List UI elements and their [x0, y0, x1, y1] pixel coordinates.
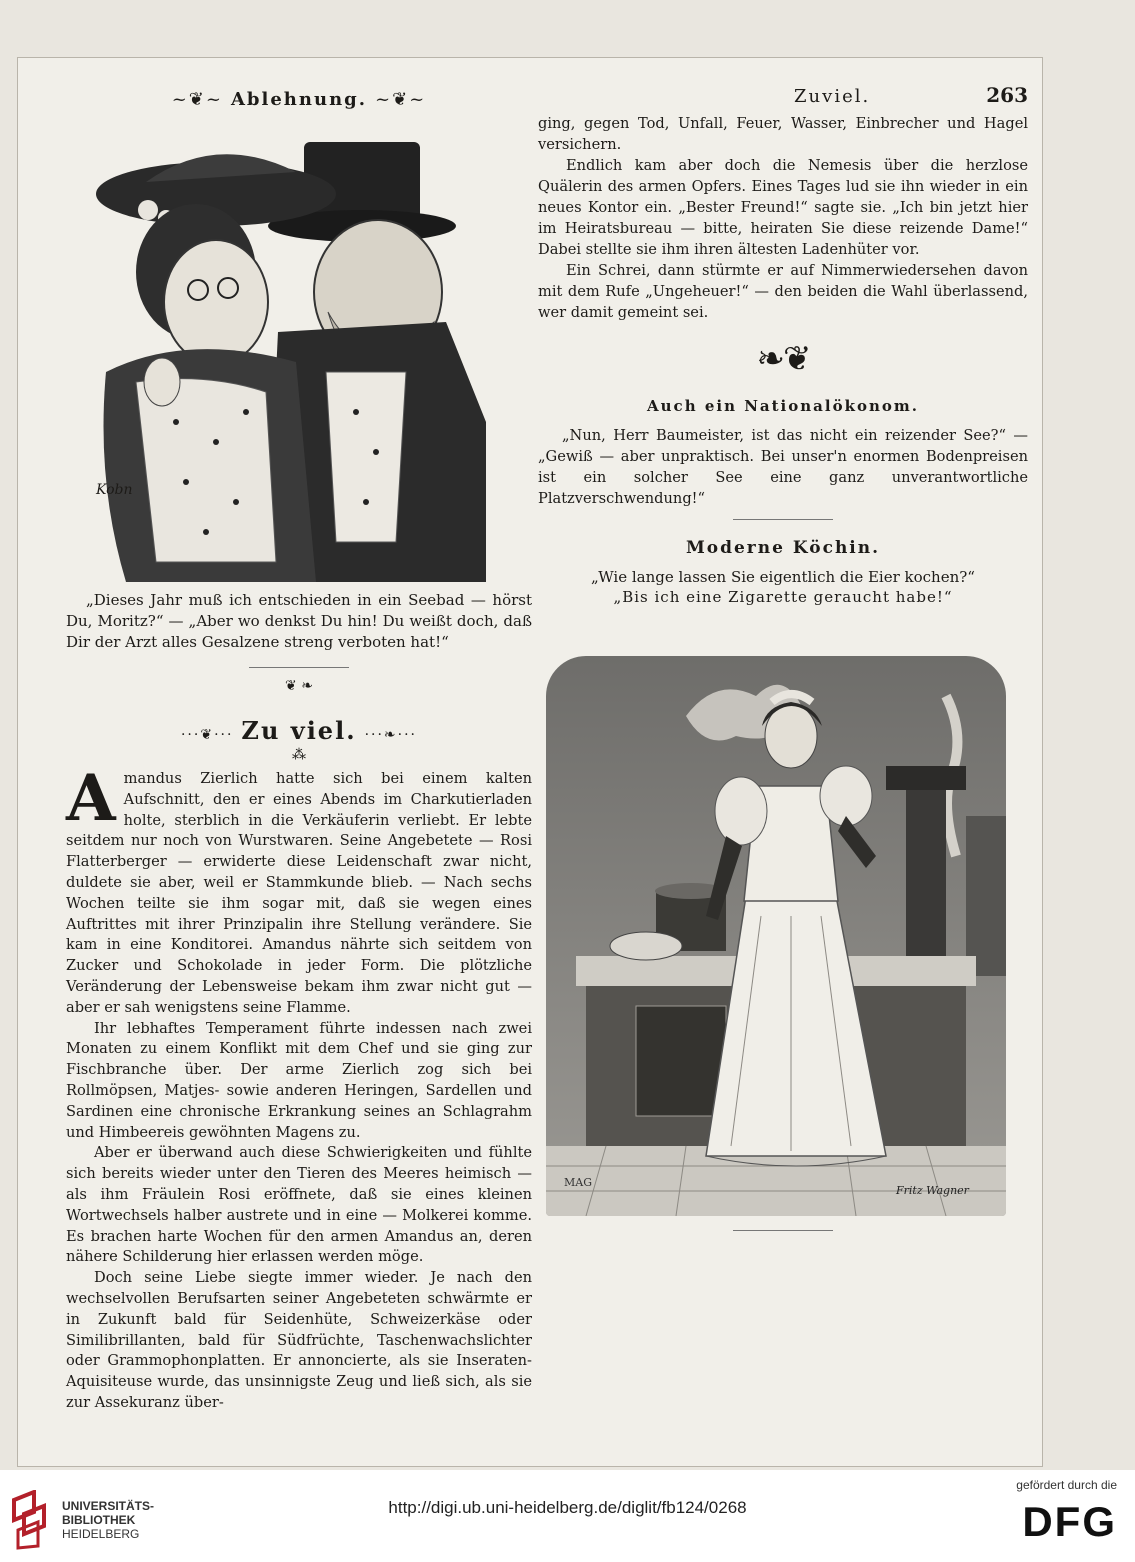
ablehnung-heading [66, 89, 532, 110]
divider-ornament-icon: ❦ ❧ [285, 678, 313, 694]
divider-line-2 [733, 519, 833, 520]
zuviel-paragraph-1-text: mandus Zierlich hatte sich bei einem kalten Aufschnitt, den er eines Abends im Charkutierladen holte, sterblich in die Verkäuferin verliebt. Er lebte seitdem nur noch von Wurstwaren. Seine Angebetete — Rosi Flatterberger — erwiderte diese Leidenschaft zwar nicht, duldete sie aber, weil er Stammkunde blieb. — Nach sechs Wochen teilte sie ihm sogar mit, daß sie wegen eines Auftrittes mit ihrer Prinzipalin ihre Stellung verändere. Sie kam in eine Konditorei. Amandus nährte sich seitdem von Zucker und Schokolade in jeder Form. Die plötzliche Veränderung der Lebensweise bekam ihm zwar nicht gut — aber er sah wenigstens seine Flamme. [66, 770, 532, 1016]
page-number: 263 [986, 83, 1028, 107]
divider-line-3 [733, 1230, 833, 1231]
ablehnung-title: Ablehnung. [230, 89, 368, 110]
left-flourish-icon: ~❦~ [171, 89, 223, 110]
right-flourish-icon: ~❦~ [375, 89, 427, 110]
koechin-illustration [546, 656, 1006, 1216]
divider-line [249, 667, 349, 668]
koechin-heading: Moderne Köchin. [685, 538, 881, 558]
dfg-logo[interactable]: DFG [1022, 1498, 1117, 1545]
koechin-monogram: MAG [564, 1176, 592, 1189]
koechin-line-2: „Bis ich eine Zigarette geraucht habe!“ [613, 588, 953, 606]
zuviel-paragraph-4: Doch seine Liebe siegte immer wieder. Je nach den wechselvollen Berufsarten seiner Angebeteten schwärmte er in Zukunft bald für Seidenhüte, Schweizerkäse oder Similibrillanten, bald für Südfrüchte, Taschenwachslichter oder Grammophonplatten. Er annoncierte, als sie Inseraten-Aquisiteuse wurde, das unsinnigste Zeug und ließ sich, als sie zur Assekuranz über- [66, 1269, 532, 1411]
ablehnung-caption: „Dieses Jahr muß ich entschieden in ein Seebad — hörst Du, Moritz?“ — „Aber wo denkst Du hin! Du weißt doch, daß Dir der Arzt alles Gesalzene streng verboten hat!“ [66, 591, 532, 651]
zuviel-heading [66, 716, 532, 745]
zuviel-title: Zu viel. [241, 716, 357, 745]
small-asterism-icon: ⁂ [292, 747, 306, 763]
national-text: „Nun, Herr Baumeister, ist das nicht ein reizender See?“ — „Gewiß — aber unpraktisch. Bei unser'n enormen Bodenpreisen ist ein solcher See eine ganz unverantwortliche Platzverschwendung!“ [538, 427, 1028, 507]
zuviel-continued [538, 113, 1028, 323]
couple-drawing [66, 122, 532, 582]
zuviel-paragraph-2: Ihr lebhaftes Temperament führte indessen nach zwei Monaten zu einem Konflikt mit dem Chef und sie ging zur Fischbranche über. Der arme Zierlich zog sich bei Rollmöpsen, Matjes- sowie anderen Heringen, Sardellen und Sardinen eine chronische Erkrankung seines an Schlagrahm und Himbeereis gewöhnten Magens zu. [66, 1019, 532, 1141]
koechin-line-1: „Wie lange lassen Sie eigentlich die Eier kochen?“ [591, 568, 975, 586]
permalink-url[interactable]: http://digi.ub.uni-heidelberg.de/diglit/fb124/0268 [388, 1498, 747, 1517]
right-scroll-icon: ···❧··· [364, 727, 417, 743]
running-header [538, 83, 1028, 113]
library-line-3: HEIDELBERG [62, 1527, 140, 1541]
funder-block [1016, 1478, 1117, 1546]
left-scroll-icon: ···❦··· [180, 727, 234, 743]
koechin-signature: Fritz Wagner [896, 1184, 969, 1197]
magazine-page [17, 57, 1043, 1467]
digitization-footer [0, 1470, 1135, 1562]
library-line-2: BIBLIOTHEK [62, 1513, 136, 1527]
ablehnung-illustration [66, 122, 532, 582]
kitchen-drawing [546, 656, 1006, 1216]
zuviel-paragraph-1 [66, 761, 532, 1019]
zuviel-body [66, 761, 532, 1414]
funded-by-label: gefördert durch die [1016, 1478, 1117, 1492]
left-column [66, 83, 532, 1414]
zuviel-paragraph-5: Endlich kam aber doch die Nemesis über die herzlose Quälerin des armen Opfers. Eines Tages lud sie ihn wieder in ein neues Kontor ein. „Bester Freund!“ sagte sie. „Ich bin jetzt hier im Heiratsbureau — bitte, heiraten Sie diese reizende Dame!“ Dabei stellte sie ihm ihren ältesten Ladenhüter vor. [538, 157, 1028, 258]
library-line-1: UNIVERSITÄTS- [62, 1499, 155, 1513]
zuviel-continued-text: ging, gegen Tod, Unfall, Feuer, Wasser, Einbrecher und Hagel versichern. [538, 115, 1028, 153]
zuviel-paragraph-3: Aber er überwand auch diese Schwierigkeiten und fühlte sich bereits wieder unter den Tieren des Meeres heimisch — als ihm Fräulein Rosi eröffnete, daß sie eines kleinen Wortwechsels halber austrete und in eine — Molkerei komme. Es brachen harte Wochen für den armen Amandus an, deren nähere Schilderung hier erlassen werden möge. [66, 1144, 532, 1266]
running-title: Zuviel. [794, 86, 871, 107]
zuviel-paragraph-6: Ein Schrei, dann stürmte er auf Nimmerwiedersehen davon mit dem Rufe „Ungeheuer!“ — den beiden die Wahl überlassend, wer damit gemeint sei. [538, 262, 1028, 321]
ablehnung-signature: Kobn [96, 482, 133, 498]
knot-ornament-icon: ❧❦ [756, 339, 810, 379]
right-column [538, 83, 1028, 1241]
national-heading: Auch ein Nationalökonom. [647, 397, 919, 415]
drop-cap: A [66, 761, 116, 836]
